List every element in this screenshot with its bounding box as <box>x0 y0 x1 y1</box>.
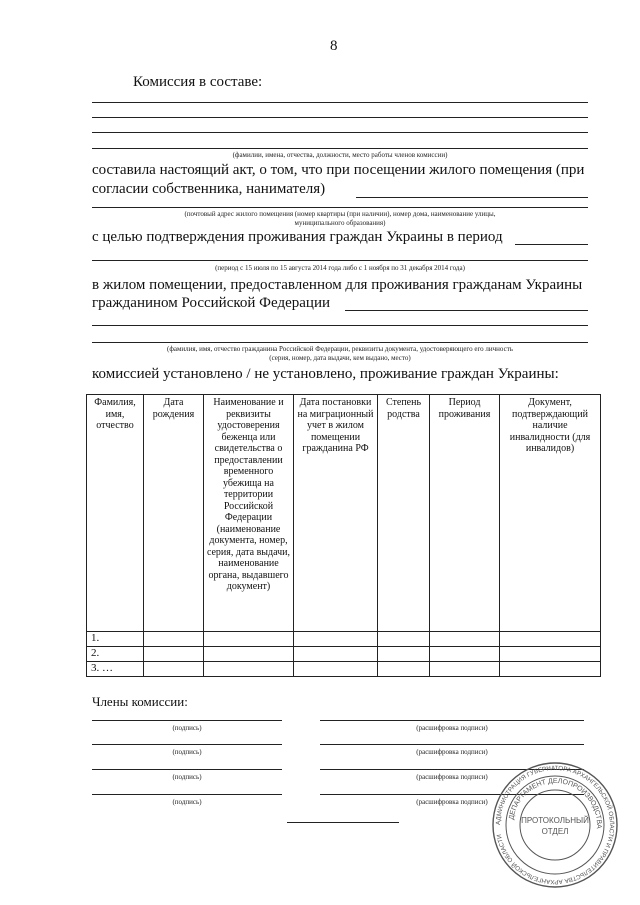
table-cell <box>430 647 500 662</box>
decode-line <box>320 720 584 721</box>
caption-citizen-2: (серия, номер, дата выдачи, кем выдано, место) <box>269 354 411 362</box>
signature-line <box>92 769 282 770</box>
table-cell <box>430 632 500 647</box>
row-number: 3. … <box>87 662 144 677</box>
table-header-row <box>87 395 601 632</box>
page-number: 8 <box>330 38 338 54</box>
signature-caption: (подпись) <box>172 798 202 806</box>
stamp-center-line2: ОТДЕЛ <box>541 827 569 836</box>
header-birth-date: Дата рождения <box>144 395 204 632</box>
premises-line2: гражданином Российской Федерации <box>92 295 331 311</box>
member-line-3 <box>92 132 588 133</box>
table-cell <box>430 662 500 677</box>
signature-line <box>92 720 282 721</box>
table-cell <box>500 662 601 677</box>
header-registration-date: Дата постановки на миграционный учет в жилом помещении гражданина РФ <box>294 395 378 632</box>
header-refugee-document: Наименование и реквизиты удостоверения беженца или свидетельства о предоставлении временного убежища на территории Российской Федерации (наименование документа, номер, серия, дата выдачи, наименование органа, выдавшего документ) <box>204 395 294 632</box>
closing-line <box>287 822 399 823</box>
caption-period: (период с 15 июля по 15 августа 2014 года либо с 1 ноября по 31 декабря 2014 года) <box>215 264 465 272</box>
decode-caption: (расшифровка подписи) <box>416 724 488 732</box>
citizen-line-b <box>92 325 588 326</box>
caption-address-2: муниципального образования) <box>294 219 386 227</box>
table-cell <box>500 632 601 647</box>
official-stamp <box>490 760 620 890</box>
table-cell <box>294 647 378 662</box>
decode-caption: (расшифровка подписи) <box>416 798 488 806</box>
table-row <box>87 632 601 647</box>
signature-caption: (подпись) <box>172 724 202 732</box>
row-number: 1. <box>87 632 144 647</box>
members-heading: Члены комиссии: <box>92 694 188 709</box>
table-cell <box>294 662 378 677</box>
address-line-b <box>92 207 588 208</box>
signature-line <box>92 794 282 795</box>
decode-caption: (расшифровка подписи) <box>416 773 488 781</box>
table-cell <box>144 647 204 662</box>
signature-line <box>92 744 282 745</box>
stamp-inner-circle <box>520 790 590 860</box>
header-full-name: Фамилия, имя, отчество <box>87 395 144 632</box>
table-cell <box>294 632 378 647</box>
table-cell <box>204 662 294 677</box>
signature-caption: (подпись) <box>172 773 202 781</box>
table-cell <box>378 662 430 677</box>
act-text-line1: составила настоящий акт, о том, что при посещении жилого помещения (при <box>92 162 585 178</box>
commission-heading: Комиссия в составе: <box>133 74 263 90</box>
citizen-line-c <box>92 342 588 343</box>
table-cell <box>204 647 294 662</box>
caption-address-1: (почтовый адрес жилого помещения (номер квартиры (при наличии), номер дома, наименование улицы, <box>184 210 496 218</box>
period-line-a <box>515 244 588 245</box>
decode-caption: (расшифровка подписи) <box>416 748 488 756</box>
decode-line <box>320 744 584 745</box>
row-number: 2. <box>87 647 144 662</box>
finding-text: комиссией установлено / не установлено, проживание граждан Украины: <box>92 366 559 382</box>
residents-table <box>86 394 601 677</box>
premises-line1: в жилом помещении, предоставленном для проживания гражданам Украины <box>92 277 583 293</box>
table-row <box>87 662 601 677</box>
table-cell <box>500 647 601 662</box>
header-residence-period: Период проживания <box>430 395 500 632</box>
caption-citizen-1: (фамилия, имя, отчество гражданина Российской Федерации, реквизиты документа, удостоверяющего его личность <box>167 345 513 353</box>
stamp-center-line1: ПРОТОКОЛЬНЫЙ <box>521 816 589 825</box>
act-text-line2: согласии собственника, нанимателя) <box>92 181 326 197</box>
member-line-2 <box>92 117 588 118</box>
caption-members: (фамилии, имена, отчества, должности, место работы членов комиссии) <box>232 151 448 159</box>
stamp-inner-ring-text: ДЕПАРТАМЕНТ ДЕЛОПРОИЗВОДСТВА <box>508 777 603 829</box>
signature-caption: (подпись) <box>172 748 202 756</box>
member-line-4 <box>92 148 588 149</box>
table-row <box>87 647 601 662</box>
table-cell <box>378 632 430 647</box>
citizen-line-a <box>345 310 588 311</box>
stamp-ring-text: АДМИНИСТРАЦИЯ ГУБЕРНАТОРА АРХАНГЕЛЬСКОЙ ОБЛАСТИ И ПРАВИТЕЛЬСТВА АРХАНГЕЛЬСКОЙ ОБЛАСТИ <box>494 764 616 886</box>
period-line-b <box>92 260 588 261</box>
table-cell <box>378 647 430 662</box>
table-cell <box>144 662 204 677</box>
address-line-a <box>356 197 588 198</box>
header-kinship: Степень родства <box>378 395 430 632</box>
purpose-text: с целью подтверждения проживания граждан Украины в период <box>92 229 503 245</box>
stamp-middle-circle <box>506 776 604 874</box>
table-cell <box>204 632 294 647</box>
header-disability-document: Документ, подтверждающий наличие инвалидности (для инвалидов) <box>500 395 601 632</box>
table-cell <box>144 632 204 647</box>
member-line-1 <box>92 102 588 103</box>
